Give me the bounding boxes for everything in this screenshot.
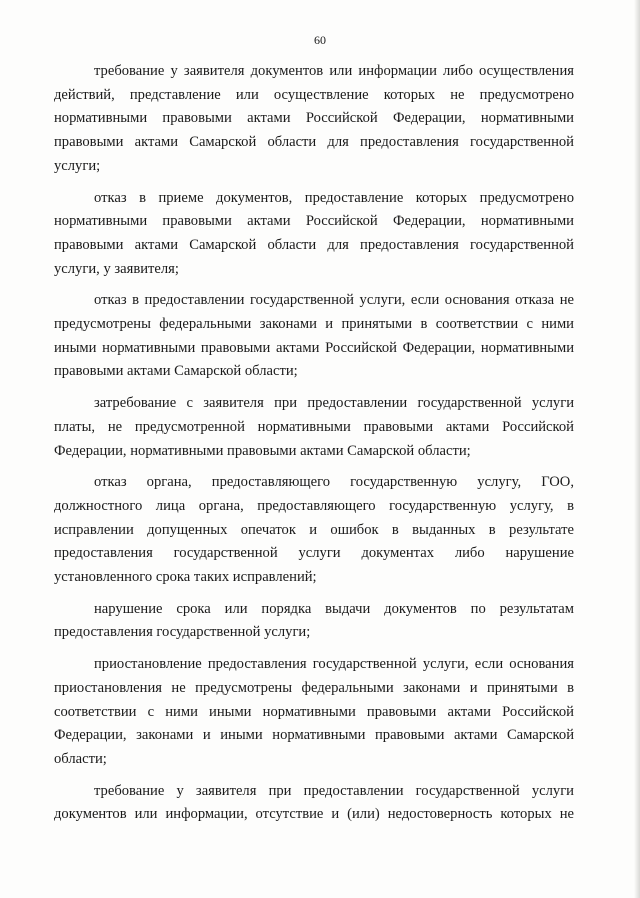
paragraph-2: отказ в приеме документов, предоставление которых предусмотрено нормативными правовыми актами Российской Федерации, нормативными правовыми актами Самарской области для предоставления государственной услуги, у заявителя; bbox=[54, 189, 574, 277]
scan-shadow-edge bbox=[634, 0, 640, 898]
paragraph-6: нарушение срока или порядка выдачи документов по результатам предоставления государственной услуги; bbox=[54, 600, 574, 641]
paragraph-5: отказ органа, предоставляющего государственную услугу, ГОО, должностного лица органа, предоставляющего государственную услугу, в исправлении допущенных опечаток и ошибок в выданных в результате предоставления государственной услуги документах либо нарушение установленного срока таких исправлений; bbox=[54, 474, 574, 586]
paragraph-8: требование у заявителя при предоставлении государственной услуги документов или информации, отсутствие и (или) недостоверность которых не bbox=[54, 782, 574, 823]
page-number: 60 bbox=[314, 33, 326, 47]
paragraph-4: затребование с заявителя при предоставлении государственной услуги платы, не предусмотренной нормативными правовыми актами Российской Федерации, нормативными правовыми актами Самарской области; bbox=[54, 395, 574, 459]
paragraph-7: приостановление предоставления государственной услуги, если основания приостановления не предусмотрены федеральными законами и принятыми в соответствии с ними иными нормативными правовыми актами Российской Федерации, законами и иными нормативными правовыми актами Самарской области; bbox=[54, 656, 574, 767]
paragraph-3: отказ в предоставлении государственной услуги, если основания отказа не предусмотрены федеральными законами и принятыми в соответствии с ними иными нормативными правовыми актами Российской Федерации, нормативными правовыми актами Самарской области; bbox=[54, 292, 574, 380]
document-body bbox=[54, 60, 574, 835]
paragraph-1: требование у заявителя документов или информации либо осуществления действий, представление или осуществление которых не предусмотрено нормативными правовыми актами Российской Федерации, нормативными правовыми актами Самарской области для предоставления государственной услуги; bbox=[54, 63, 574, 174]
